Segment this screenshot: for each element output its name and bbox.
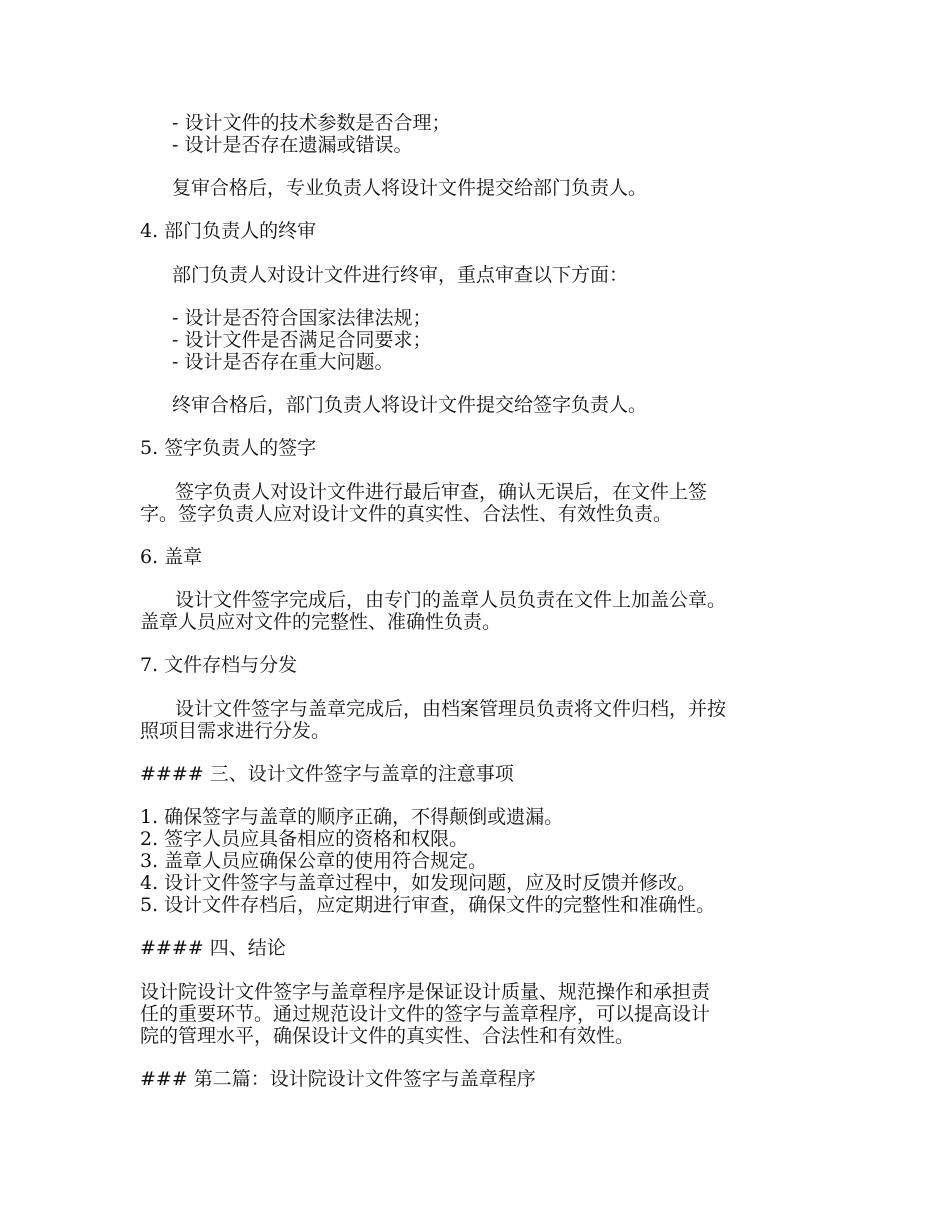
paragraph-line: 任的重要环节。通过规范设计文件的签字与盖章程序，可以提高设计 [140, 1003, 711, 1025]
list-item: - 设计是否存在重大问题。 [172, 351, 394, 373]
paragraph: 终审合格后，部门负责人将设计文件提交给签字负责人。 [172, 394, 648, 416]
paragraph-line: 签字负责人对设计文件进行最后审查，确认无误后，在文件上签 [175, 481, 708, 503]
numbered-item: 4. 设计文件签字与盖章过程中，如发现问题，应及时反馈并修改。 [140, 872, 697, 894]
paragraph: 复审合格后，专业负责人将设计文件提交给部门负责人。 [172, 177, 648, 199]
heading-level-4: #### 四、结论 [140, 937, 286, 959]
numbered-item: 2. 签字人员应具备相应的资格和权限。 [140, 828, 469, 850]
section-heading: 7. 文件存档与分发 [140, 654, 298, 676]
paragraph: 部门负责人对设计文件进行终审，重点审查以下方面： [172, 264, 629, 286]
paragraph-line: 字。签字负责人应对设计文件的真实性、合法性、有效性负责。 [140, 503, 673, 525]
list-item: - 设计是否符合国家法律法规； [172, 307, 432, 329]
paragraph-line: 设计文件签字与盖章完成后，由档案管理员负责将文件归档，并按 [175, 698, 727, 720]
paragraph-line: 设计文件签字完成后，由专门的盖章人员负责在文件上加盖公章。 [175, 589, 727, 611]
section-heading: 5. 签字负责人的签字 [140, 437, 317, 459]
list-item: - 设计文件是否满足合同要求； [172, 329, 432, 351]
paragraph-line: 照项目需求进行分发。 [140, 720, 331, 742]
paragraph-line: 院的管理水平，确保设计文件的真实性、合法性和有效性。 [140, 1025, 635, 1047]
list-item: - 设计是否存在遗漏或错误。 [172, 134, 413, 156]
paragraph-line: 盖章人员应对文件的完整性、准确性负责。 [140, 611, 502, 633]
numbered-item: 5. 设计文件存档后，应定期进行审查，确保文件的完整性和准确性。 [140, 894, 716, 916]
numbered-item: 3. 盖章人员应确保公章的使用符合规定。 [140, 850, 488, 872]
section-heading: 4. 部门负责人的终审 [140, 220, 317, 242]
numbered-item: 1. 确保签字与盖章的顺序正确，不得颠倒或遗漏。 [140, 806, 564, 828]
section-heading: 6. 盖章 [140, 546, 203, 568]
heading-level-4: #### 三、设计文件签字与盖章的注意事项 [140, 763, 514, 785]
paragraph-line: 设计院设计文件签字与盖章程序是保证设计质量、规范操作和承担责 [140, 981, 711, 1003]
list-item: - 设计文件的技术参数是否合理； [172, 112, 451, 134]
heading-level-3: ### 第二篇：设计院设计文件签字与盖章程序 [140, 1068, 536, 1090]
